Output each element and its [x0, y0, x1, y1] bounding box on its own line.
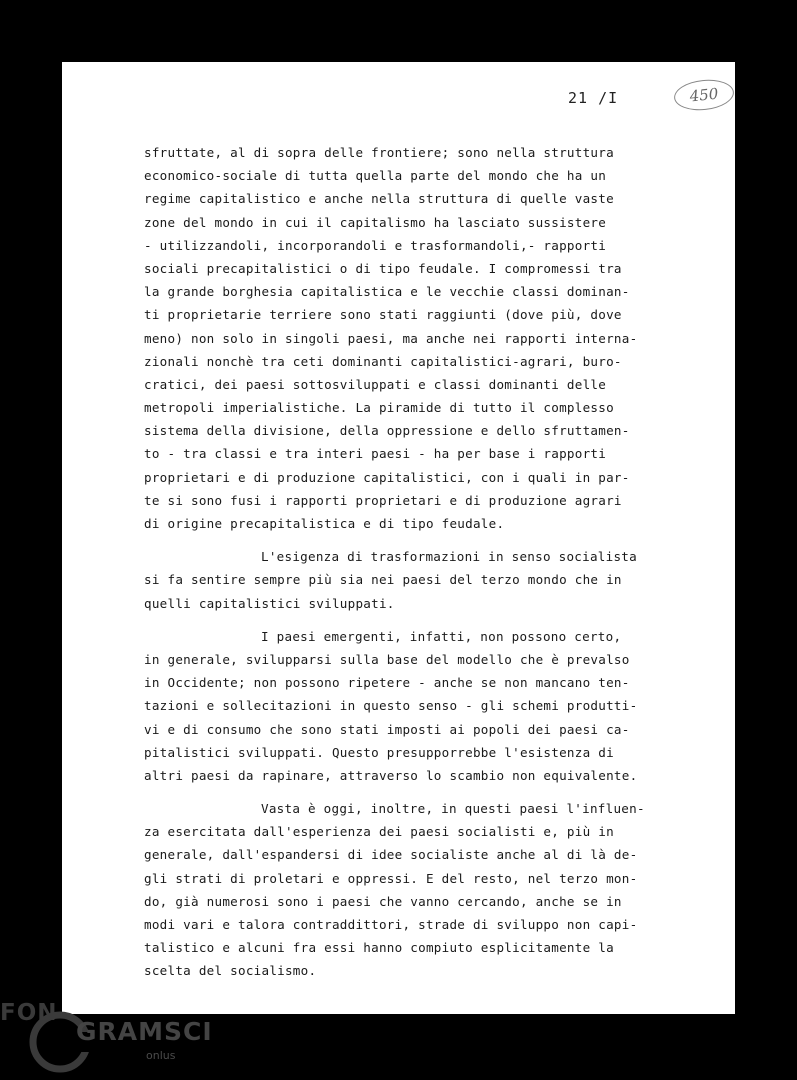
text-line: talistico e alcuni fra essi hanno compiuto esplicitamente la [144, 940, 614, 956]
text-line: altri paesi da rapinare, attraverso lo scambio non equivalente. [144, 767, 638, 783]
text-line: L'esigenza di trasformazioni in senso socialista [261, 549, 637, 565]
text-line: di origine precapitalistica e di tipo feudale. [144, 516, 505, 531]
watermark-gramsci: GRAMSCI [76, 1017, 213, 1046]
text-line: quelli capitalistici sviluppati. [144, 595, 395, 611]
text-line: do, già numerosi sono i paesi che vanno cercando, anche se in [144, 893, 622, 909]
text-line: la grande borghesia capitalistica e le vecchie classi dominan- [144, 284, 630, 300]
text-line: generale, dall'espandersi di idee socialiste anche al di là de- [144, 847, 638, 863]
text-line: cratici, dei paesi sottosviluppati e classi dominanti delle [144, 376, 607, 392]
text-line: - utilizzandoli, incorporandoli e trasformandoli,- rapporti [144, 237, 607, 253]
text-line: ti proprietarie terriere sono stati raggiunti (dove più, dove [144, 307, 622, 323]
text-line: metropoli imperialistiche. La piramide di tutto il complesso [144, 400, 614, 416]
watermark-fon: FON [0, 1000, 58, 1026]
text-line: tazioni e sollecitazioni in questo senso - gli schemi produtti- [144, 698, 638, 714]
text-line: za esercitata dall'esperienza dei paesi socialisti e, più in [144, 824, 614, 840]
text-line: gli strati di proletari e oppressi. E del resto, nel terzo mon- [144, 870, 638, 886]
text-line: economico-sociale di tutta quella parte del mondo che ha un [144, 168, 607, 184]
text-line: te si sono fusi i rapporti proprietari e di produzione agrari [144, 492, 622, 508]
text-line: Vasta è oggi, inoltre, in questi paesi l'influen- [261, 801, 645, 817]
text-line: scelta del socialismo. [144, 963, 317, 979]
text-line: sistema della divisione, della oppressione e dello sfruttamen- [144, 423, 630, 439]
text-line: in Occidente; non possono ripetere - anche se non mancano ten- [144, 675, 630, 691]
watermark-onlus: onlus [146, 1049, 176, 1062]
text-line: regime capitalistico e anche nella struttura di quelle vaste [144, 191, 614, 207]
document-page [62, 62, 735, 1014]
text-line: proprietari e di produzione capitalistici, con i quali in par- [144, 469, 630, 485]
text-line: vi e di consumo che sono stati imposti ai popoli dei paesi ca- [144, 721, 630, 737]
page-number: 21 /I [568, 89, 619, 107]
body-text [144, 141, 724, 983]
text-line: meno) non solo in singoli paesi, ma anche nei rapporti interna- [144, 330, 638, 346]
text-line: sociali precapitalistici o di tipo feudale. I compromessi tra [144, 260, 622, 276]
text-line: I paesi emergenti, infatti, non possono certo, [261, 628, 622, 644]
text-line: modi vari e talora contraddittori, strade di sviluppo non capi- [144, 917, 638, 932]
text-line: sfruttate, al di sopra delle frontiere; sono nella struttura [144, 145, 614, 160]
text-line: pitalistici sviluppati. Questo presupporrebbe l'esistenza di [144, 744, 614, 760]
text-line: si fa sentire sempre più sia nei paesi del terzo mondo che in [144, 572, 622, 588]
text-line: zionali nonchè tra ceti dominanti capitalistici-agrari, buro- [144, 353, 622, 369]
text-line: in generale, svilupparsi sulla base del modello che è prevalso [144, 651, 630, 667]
text-line: to - tra classi e tra interi paesi - ha per base i rapporti [144, 446, 607, 462]
text-line: zone del mondo in cui il capitalismo ha lasciato sussistere [144, 214, 607, 230]
archive-number-stamp: 450 [673, 77, 736, 113]
